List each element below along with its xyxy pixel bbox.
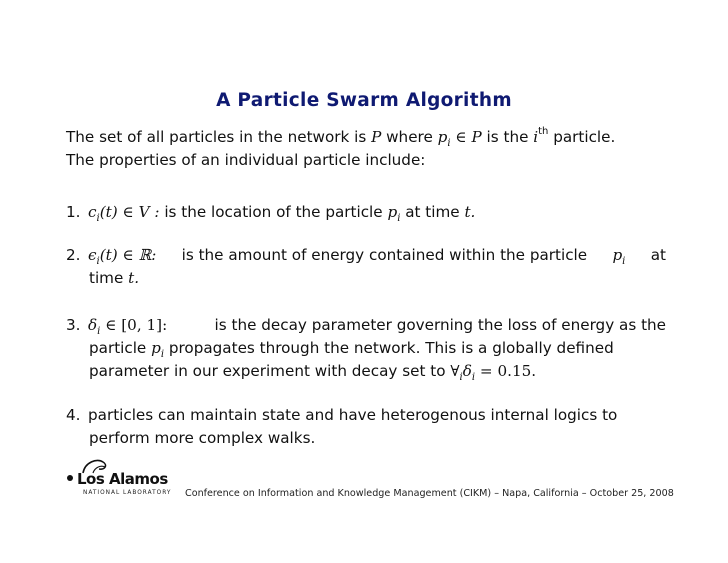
list-item: 4. particles can maintain state and have heterogenous internal logics to perform more complex walks. [66,406,618,447]
list-item: 2. $\epsilon_i(t)$ ∈ ℝ: is the amount of energy contained within the particle $p_i$ at time t. [66,246,666,287]
intro-line-2: The properties of an individual particle include: [66,151,426,169]
slide-title: A Particle Swarm Algorithm [216,90,512,111]
los-alamos-logo [63,458,173,502]
list-item: 1. $c_i(t)$ ∈ V : is the location of the particle $p_i$ at time t. [66,203,476,225]
logo-text: Los Alamos [77,470,168,488]
logo-subtext: NATIONAL LABORATORY [83,490,172,496]
intro-line-1: The set of all particles in the network is P where $p_i$ ∈ P is the $i^{th}$ particle. [66,125,616,150]
slide-footer: Conference on Information and Knowledge Management (CIKM) – Napa, California – October 25, 2008 [185,488,674,499]
list-item: 3. $\delta_i$ ∈ [0, 1]: is the decay parameter governing the loss of energy as the particle $p_i$ propagates through the network. This is a globally defined parameter in our experiment with decay set to $\forall_i\delta_i = 0.15$. [66,316,666,384]
logo-dot-icon [67,475,73,481]
intro-paragraph [66,126,666,172]
